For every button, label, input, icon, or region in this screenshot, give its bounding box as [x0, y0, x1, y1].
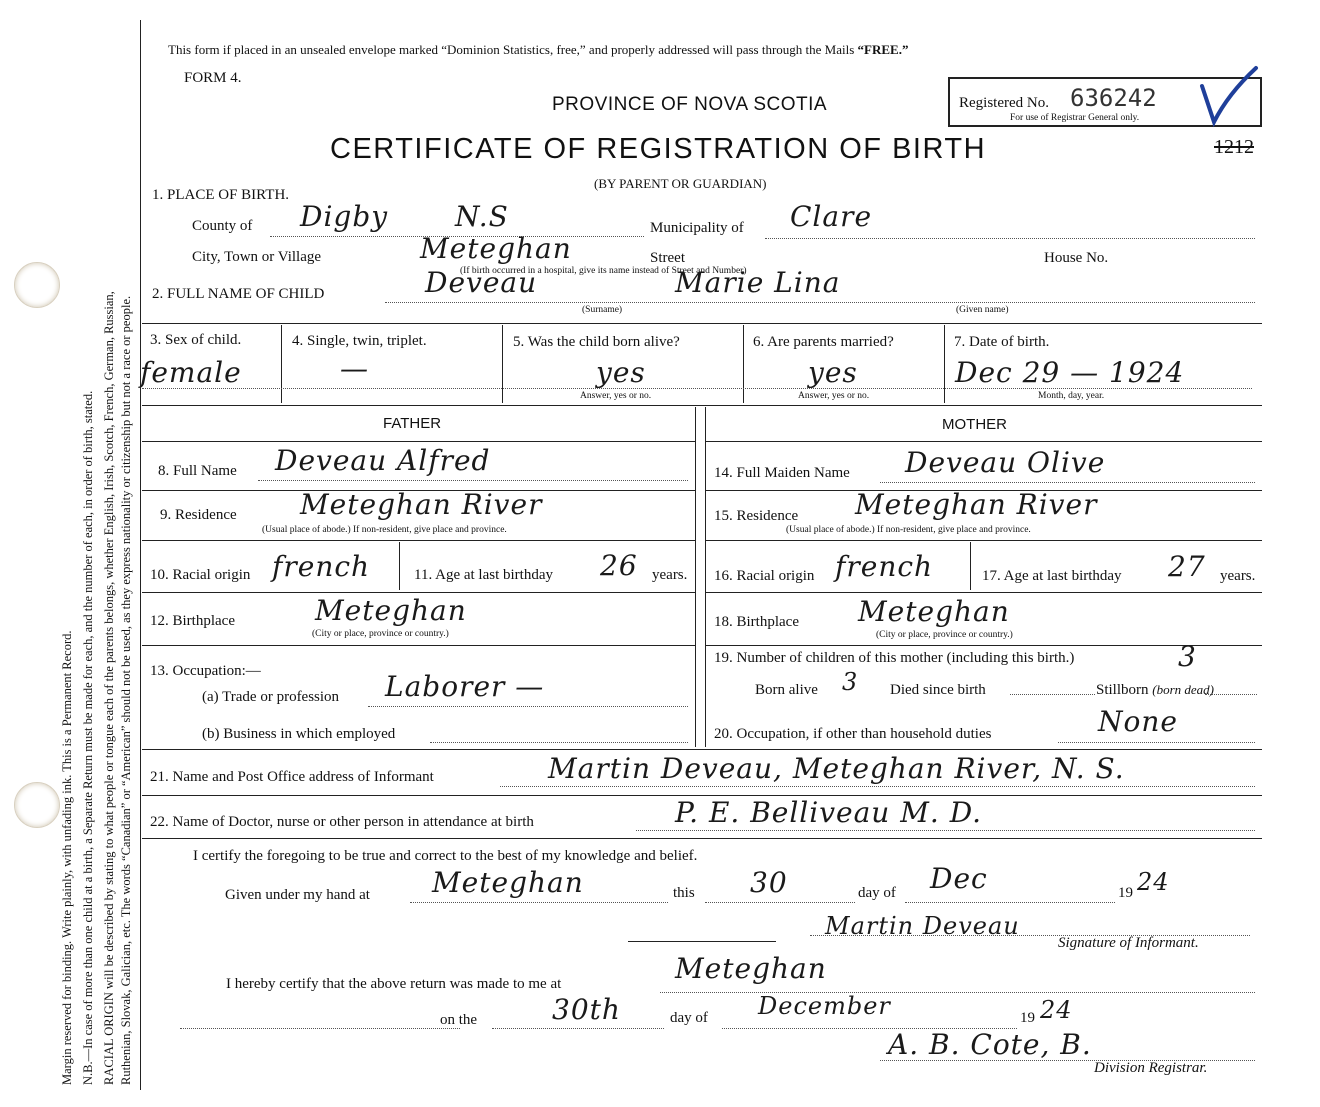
- surname-note: (Surname): [582, 305, 623, 315]
- rule-below-parents: [142, 749, 1262, 750]
- mother-residence-note: (Usual place of abode.) If non-resident, give place and province.: [786, 525, 1031, 535]
- county-value: Digby: [300, 200, 389, 233]
- dob-value: Dec 29 — 1924: [955, 356, 1185, 389]
- certify-text: I certify the foregoing to be true and correct to the best of my knowledge and belief.: [193, 848, 698, 864]
- certify-divider: [628, 941, 776, 942]
- parents-center-right: [705, 407, 706, 747]
- children-label: 19. Number of children of this mother (including this birth.): [714, 650, 1075, 666]
- alive-value: yes: [596, 356, 646, 389]
- father-birthplace-value: Meteghan: [315, 594, 467, 627]
- sex-value: female: [140, 356, 242, 389]
- side-note-racial-2: Ruthenian, Slovak, Galician, etc. The words “Canadian” or “American” should not be used, as they express nationality or citizenship but not a race or people.: [119, 295, 133, 1085]
- father-racial-divider: [399, 542, 400, 590]
- check-mark-icon: [1198, 64, 1260, 128]
- died-line: [1010, 694, 1095, 695]
- items-row-line: [142, 388, 1252, 389]
- mother-birthplace-label: 18. Birthplace: [714, 614, 799, 630]
- given-month-line: [905, 902, 1115, 903]
- father-rule-4: [142, 645, 695, 646]
- divider-3-4: [281, 325, 282, 403]
- alive-note: Answer, yes or no.: [580, 391, 652, 401]
- born-alive-label: Born alive: [755, 682, 818, 698]
- mail-notice-free: “FREE.”: [857, 42, 909, 57]
- mother-name-label: 14. Full Maiden Name: [714, 465, 850, 481]
- child-surname: Deveau: [425, 266, 538, 299]
- trade-label: (a) Trade or profession: [202, 689, 340, 705]
- mother-residence-label: 15. Residence: [714, 508, 799, 524]
- punch-hole-top: [14, 262, 60, 308]
- married-label: 6. Are parents married?: [753, 334, 894, 350]
- binding-margin-line: [140, 20, 141, 1090]
- registered-number: 636242: [1070, 84, 1157, 112]
- form-number: FORM 4.: [184, 70, 242, 86]
- city-label: City, Town or Village: [192, 249, 322, 265]
- mother-rule-2: [705, 540, 1262, 541]
- father-rule-3: [142, 592, 695, 593]
- rule-below-doctor: [142, 838, 1262, 839]
- certificate-title: CERTIFICATE OF REGISTRATION OF BIRTH: [330, 133, 987, 165]
- municipality-line: [765, 238, 1255, 239]
- mother-occupation-value: None: [1098, 705, 1178, 738]
- given-month: Dec: [930, 862, 988, 895]
- mother-heading-rule: [705, 441, 1262, 442]
- father-rule-2: [142, 540, 695, 541]
- return-day: 30th: [552, 993, 621, 1026]
- rule-above-items: [142, 323, 1262, 324]
- county-label: County of: [192, 218, 253, 234]
- registered-label: Registered No.: [959, 95, 1049, 111]
- married-value: yes: [808, 356, 858, 389]
- father-birthplace-label: 12. Birthplace: [150, 613, 235, 629]
- stillborn-line: [1205, 694, 1257, 695]
- father-age-value: 26: [600, 549, 638, 582]
- father-residence-value: Meteghan River: [300, 488, 543, 521]
- mother-racial-divider: [970, 542, 971, 590]
- given-name-note: (Given name): [956, 305, 1009, 315]
- province-value: N.S: [455, 200, 509, 233]
- mother-racial-label: 16. Racial origin: [714, 568, 815, 584]
- return-text: I hereby certify that the above return was made to me at: [226, 976, 562, 992]
- given-place-line: [410, 902, 668, 903]
- dob-note: Month, day, year.: [1038, 391, 1105, 401]
- father-years-label: years.: [652, 567, 688, 583]
- stillborn-label: [1096, 682, 1214, 699]
- informant-signature: Martin Deveau: [825, 912, 1020, 940]
- municipality-label: Municipality of: [650, 220, 744, 236]
- child-given-name: Marie Lina: [675, 266, 841, 299]
- stillborn-note: (born dead): [1152, 682, 1215, 697]
- return-day-line: [492, 1028, 664, 1029]
- mother-birthplace-value: Meteghan: [858, 595, 1010, 628]
- registrar-signature: A. B. Cote, B.: [888, 1028, 1092, 1061]
- father-heading-rule: [142, 441, 695, 442]
- punch-hole-bottom: [14, 782, 60, 828]
- side-note-racial-1: RACIAL ORIGIN will be described by stating to what people or tongue each of the parents belongs, whether English, Irish, Scotch, French, German, Russian,: [102, 291, 116, 1085]
- doctor-value: P. E. Belliveau M. D.: [675, 796, 983, 829]
- province-heading: PROVINCE OF NOVA SCOTIA: [552, 94, 828, 115]
- mother-racial-value: french: [835, 550, 934, 583]
- given-day-of-label: day of: [858, 885, 896, 901]
- doctor-line: [636, 830, 1255, 831]
- return-place: Meteghan: [675, 952, 827, 985]
- trade-line: [368, 706, 688, 707]
- given-year: 24: [1137, 868, 1170, 896]
- return-place-line: [660, 992, 1255, 993]
- house-label: House No.: [1044, 250, 1109, 266]
- city-value: Meteghan: [420, 232, 572, 265]
- father-heading: FATHER: [383, 415, 442, 432]
- this-label: this: [673, 885, 695, 901]
- informant-signature-label: Signature of Informant.: [1058, 935, 1199, 951]
- mail-notice-text: This form if placed in an unsealed envelope marked “Dominion Statistics, free,” and properly addressed will pass through the Mails: [168, 42, 858, 57]
- mother-heading: MOTHER: [942, 416, 1007, 433]
- mother-name-line: [880, 482, 1255, 483]
- married-note: Answer, yes or no.: [798, 391, 870, 401]
- informant-value: Martin Deveau, Meteghan River, N. S.: [548, 752, 1125, 785]
- on-the-label: on the: [440, 1012, 478, 1028]
- occupation-label: 13. Occupation:—: [150, 663, 261, 679]
- mother-occupation-label: 20. Occupation, if other than household duties: [714, 726, 992, 742]
- father-residence-note: (Usual place of abode.) If non-resident, give place and province.: [262, 525, 507, 535]
- return-year-prefix: 19: [1020, 1010, 1035, 1026]
- divider-5-6: [743, 325, 744, 403]
- given-label: Given under my hand at: [225, 887, 370, 903]
- mother-name-value: Deveau Olive: [905, 446, 1106, 479]
- given-year-prefix: 19: [1118, 885, 1133, 901]
- multiple-label: 4. Single, twin, triplet.: [292, 333, 427, 349]
- mother-age-label: 17. Age at last birthday: [982, 568, 1122, 584]
- dob-label: 7. Date of birth.: [954, 334, 1050, 350]
- doctor-label: 22. Name of Doctor, nurse or other person in attendance at birth: [150, 814, 534, 830]
- children-value: 3: [1178, 640, 1197, 673]
- child-name-label: 2. FULL NAME OF CHILD: [152, 286, 325, 302]
- registrar-label: Division Registrar.: [1094, 1060, 1208, 1076]
- return-day-of-label: day of: [670, 1010, 708, 1026]
- died-label: Died since birth: [890, 682, 986, 698]
- certificate-subtitle: (BY PARENT OR GUARDIAN): [594, 176, 767, 191]
- child-name-line: [385, 302, 1255, 303]
- father-name-value: Deveau Alfred: [275, 444, 491, 477]
- place-section-label: 1. PLACE OF BIRTH.: [152, 187, 290, 203]
- side-note-margin: Margin reserved for binding. Write plainly, with unfading ink. This is a Permanent Record.: [60, 630, 74, 1085]
- return-year: 24: [1040, 996, 1073, 1024]
- rule-above-parents: [142, 405, 1262, 406]
- divider-6-7: [944, 325, 945, 403]
- struck-number: 1212: [1214, 136, 1254, 158]
- alive-label: 5. Was the child born alive?: [513, 334, 680, 350]
- business-label: (b) Business in which employed: [202, 726, 396, 742]
- side-note-nb: N.B.—In case of more than one child at a birth, a Separate Return must be made for each, and the number of each, in order of birth, stated.: [81, 390, 95, 1085]
- mother-age-value: 27: [1168, 550, 1206, 583]
- father-age-label: 11. Age at last birthday: [414, 567, 553, 583]
- mother-occupation-line: [1058, 742, 1255, 743]
- father-birthplace-note: (City or place, province or country.): [312, 629, 449, 639]
- municipality-value: Clare: [790, 200, 873, 233]
- father-racial-value: french: [272, 550, 371, 583]
- mother-residence-value: Meteghan River: [855, 488, 1098, 521]
- stillborn-text: Stillborn: [1096, 682, 1149, 698]
- multiple-value: —: [340, 352, 369, 385]
- hospital-note: (If birth occurred in a hospital, give its name instead of Street and Number): [460, 266, 747, 276]
- given-place: Meteghan: [432, 866, 584, 899]
- business-line: [430, 742, 688, 743]
- born-alive-value: 3: [842, 668, 859, 696]
- mother-rule-3: [705, 592, 1262, 593]
- given-day: 30: [750, 866, 788, 899]
- registrar-note: For use of Registrar General only.: [1010, 113, 1140, 123]
- mail-notice: [168, 42, 908, 58]
- father-residence-label: 9. Residence: [160, 507, 237, 523]
- return-month: December: [758, 992, 891, 1020]
- mother-birthplace-note: (City or place, province or country.): [876, 630, 1013, 640]
- father-racial-label: 10. Racial origin: [150, 567, 251, 583]
- sex-label: 3. Sex of child.: [150, 332, 242, 348]
- street-label: Street: [650, 250, 685, 266]
- divider-4-5: [502, 325, 503, 403]
- father-name-label: 8. Full Name: [158, 463, 237, 479]
- parents-center-left: [695, 407, 696, 747]
- given-day-line: [705, 902, 855, 903]
- father-name-line: [258, 480, 688, 481]
- mother-years-label: years.: [1220, 568, 1256, 584]
- informant-label: 21. Name and Post Office address of Informant: [150, 769, 434, 785]
- informant-line: [500, 786, 1255, 787]
- return-start-line: [180, 1028, 460, 1029]
- trade-value: Laborer —: [385, 670, 545, 703]
